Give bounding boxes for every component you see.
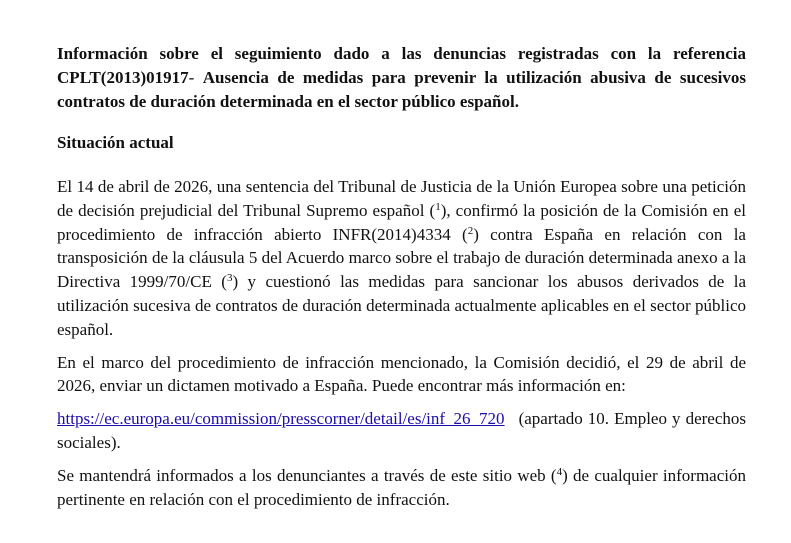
paragraph-judgment-text-4: ) y cuestionó las medidas para sancionar los abusos derivados de la utilización sucesiva de contratos de duración determinada actualmente aplicables en el sector público español. <box>57 272 746 339</box>
paragraph-judgment <box>57 175 746 342</box>
heading-separator: - <box>188 68 203 87</box>
paragraph-judgment-text-3: ) contra España en relación con la transposición de la cláusula 5 del Acuerdo marco sobre el trabajo de duración determinada anexo a la Directiva 1999/70/CE ( <box>57 224 746 292</box>
paragraph-notification-text-1: Se mantendrá informados a los denunciantes a través de este sitio web ( <box>57 465 557 485</box>
paragraph-notification <box>57 464 746 512</box>
footnote-ref-1[interactable]: 1 <box>435 200 441 213</box>
paragraph-more-info <box>57 407 746 455</box>
footnote-ref-4[interactable]: 4 <box>556 465 563 478</box>
paragraph-judgment-text-2: ), confirmó la posición de la Comisión en el procedimiento de infracción abierto INFR(2014)4334 ( <box>57 200 747 244</box>
footnote-ref-3[interactable]: 3 <box>226 272 233 285</box>
paragraph-reasoned-opinion: En el marco del procedimiento de infracción mencionado, la Comisión decidió, el 29 de abril de 2026, enviar un dictamen motivado a España. Puede encontrar más información en: <box>57 352 746 396</box>
heading-subject: Ausencia de medidas para prevenir la utilización abusiva de sucesivos contratos de duración determinada en el sector público español. <box>57 68 746 111</box>
document-heading <box>57 42 746 114</box>
section-reference-text: (apartado 10. Empleo y derechos sociales). <box>57 409 746 452</box>
presscorner-link[interactable]: https://ec.europa.eu/commission/presscorner/detail/es/inf_26_720 <box>57 409 505 429</box>
footnote-ref-2[interactable]: 2 <box>467 224 474 237</box>
heading-line1: Información sobre el seguimiento dado a las denuncias registradas con la referencia <box>57 44 746 63</box>
paragraph-judgment-text-1: El 14 de abril de 2026, una sentencia del Tribunal de Justicia de la Unión Europea sobre una petición de decisión prejudicial del Tribunal Supremo español ( <box>57 177 746 220</box>
section-title: Situación actual <box>57 133 174 152</box>
complaint-reference: CPLT(2013)01917 <box>57 68 189 87</box>
paragraph-notification-text-2: ) de cualquier información pertinente en relación con el procedimiento de infracción. <box>57 465 746 509</box>
